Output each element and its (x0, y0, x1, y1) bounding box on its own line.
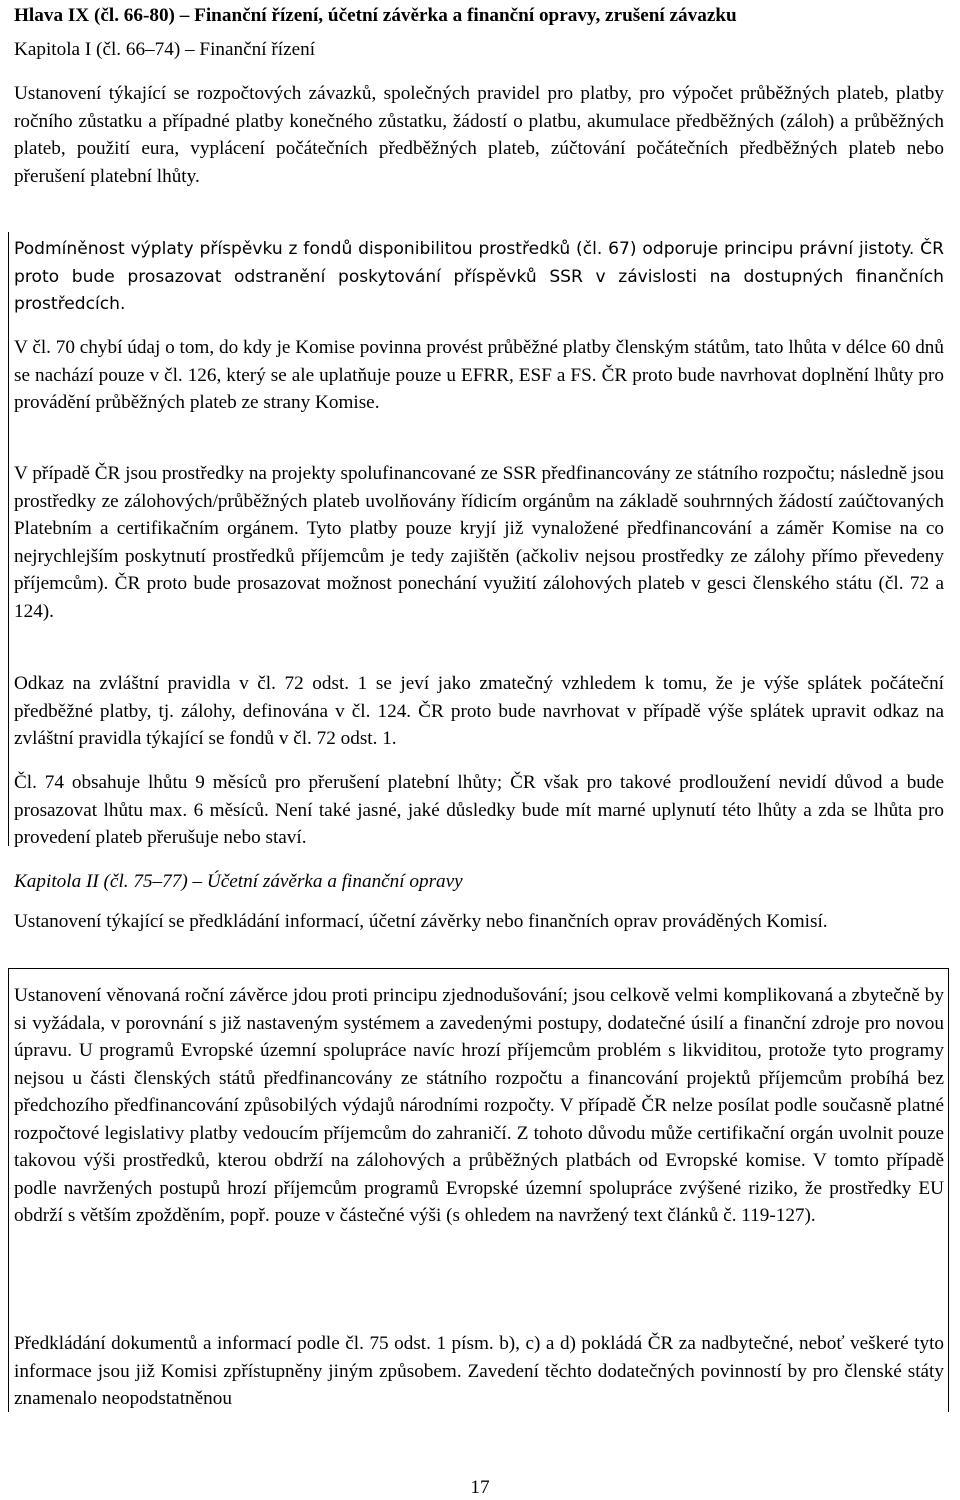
section-heading-kapitola-2: Kapitola II (čl. 75–77) – Účetní závěrka a finanční opravy (14, 871, 463, 892)
paragraph-predkladani-informaci: Ustanovení týkající se předkládání informací, účetní závěrky nebo finančních oprav prováděných Komisí. (14, 911, 828, 932)
chapter-title: Hlava IX (čl. 66-80) – Finanční řízení, účetní závěrka a finanční opravy, zrušení závazku (14, 5, 737, 26)
paragraph-intro-financni-rizeni: Ustanovení týkající se rozpočtových závazků, společných pravidel pro platby, pro výpočet průběžných plateb, platby ročního zůstatku a případné platby konečného zůstatku, žádostí o platbu, akumulace předběžných (záloh) a průběžných plateb, použití eura, vyplácení počátečních předběžných plateb, zúčtování počátečních předběžných plateb nebo přerušení platební lhůty. (14, 83, 944, 187)
comment-box-left-border (8, 968, 9, 1412)
section-heading-kapitola-1: Kapitola I (čl. 66–74) – Finanční řízení (14, 39, 316, 60)
page-number: 17 (470, 1477, 490, 1498)
paragraph-cl-74: Čl. 74 obsahuje lhůtu 9 měsíců pro přerušení platební lhůty; ČR však pro takové prodloužení nevidí důvod a bude prosazovat lhůtu max. 6 měsíců. Není také jasné, jaké důsledky bude mít marné uplynutí této lhůty a zda se lhůta pro provedení plateb přerušuje nebo staví. (14, 772, 944, 848)
comment-margin-bar (8, 232, 9, 846)
paragraph-predkladani-dokumentu: Předkládání dokumentů a informací podle čl. 75 odst. 1 písm. b), c) a d) pokládá ČR za nadbytečné, neboť veškeré tyto informace jsou již Komisi zpřístupněny jiným způsobem. Zavedení těchto dodatečných povinností by pro členské státy znamenalo neopodstatněnou (14, 1333, 944, 1409)
comment-box-top-rule (8, 968, 948, 969)
paragraph-podminenost: Podmíněnost výplaty příspěvku z fondů disponibilitou prostředků (čl. 67) odporuje principu právní jistoty. ČR proto bude prosazovat odstranění poskytování příspěvků SSR v závislosti na dostupných finančních prostředcích. (14, 239, 944, 314)
paragraph-cl-70: V čl. 70 chybí údaj o tom, do kdy je Komise povinna provést průběžné platby členským státům, tato lhůta v délce 60 dnů se nachází pouze v čl. 126, který se ale uplatňuje pouze u EFRR, ESF a FS. ČR proto bude navrhovat doplnění lhůty pro provádění průběžných plateb ze strany Komise. (14, 337, 944, 413)
paragraph-rocni-zaverka: Ustanovení věnovaná roční závěrce jdou proti principu zjednodušování; jsou celkově velmi komplikovaná a zbytečně by si vyžádala, v porovnání s již nastaveným systémem a zavedenými postupy, dodatečné úsilí a finanční zdroje pro novou úpravu. U programů Evropské územní spolupráce navíc hrozí příjemcům problém s likviditou, protože tyto programy nejsou u části členských států předfinancovány ze státního rozpočtu a financování projektů příjemcům probíhá bez předchozího předfinancování způsobilých výdajů národními rozpočty. V případě ČR nelze posílat podle současně platné rozpočtové legislativy platby vedoucím příjemcům do zahraničí. Z tohoto důvodu může certifikační orgán uvolnit pouze takovou výši prostředků, kterou obdrží na zálohových a průběžných platbách od Evropské komise. V tomto případě podle navržených postupů hrozí příjemcům programů Evropské územní spolupráce zvýšené riziko, že prostředky EU obdrží s větším zpožděním, popř. pouze v částečné výši (s ohledem na navržený text článků č. 119-127). (14, 985, 944, 1226)
paragraph-predfinancovani: V případě ČR jsou prostředky na projekty spolufinancované ze SSR předfinancovány ze státního rozpočtu; následně jsou prostředky ze zálohových/průběžných plateb uvolňovány řídicím orgánům na základě souhrnných žádostí zaúčtovaných Platebním a certifikačním orgánem. Tyto platby pouze kryjí již vynaložené předfinancování a záměr Komise na co nejrychlejším poskytnutí prostředků příjemcům je tedy zajištěn (ačkoliv nejsou prostředky ze zálohy přímo převedeny příjemcům). ČR proto bude prosazovat možnost ponechání využití zálohových plateb v gesci členského státu (čl. 72 a 124). (14, 463, 944, 622)
comment-box-right-border (948, 968, 949, 1412)
paragraph-cl-72: Odkaz na zvláštní pravidla v čl. 72 odst. 1 se jeví jako zmatečný vzhledem k tomu, že je výše splátek počáteční předběžné platby, tj. zálohy, definována v čl. 124. ČR proto bude navrhovat v případě výše splátek upravit odkaz na zvláštní pravidla týkající se fondů v čl. 72 odst. 1. (14, 673, 944, 749)
